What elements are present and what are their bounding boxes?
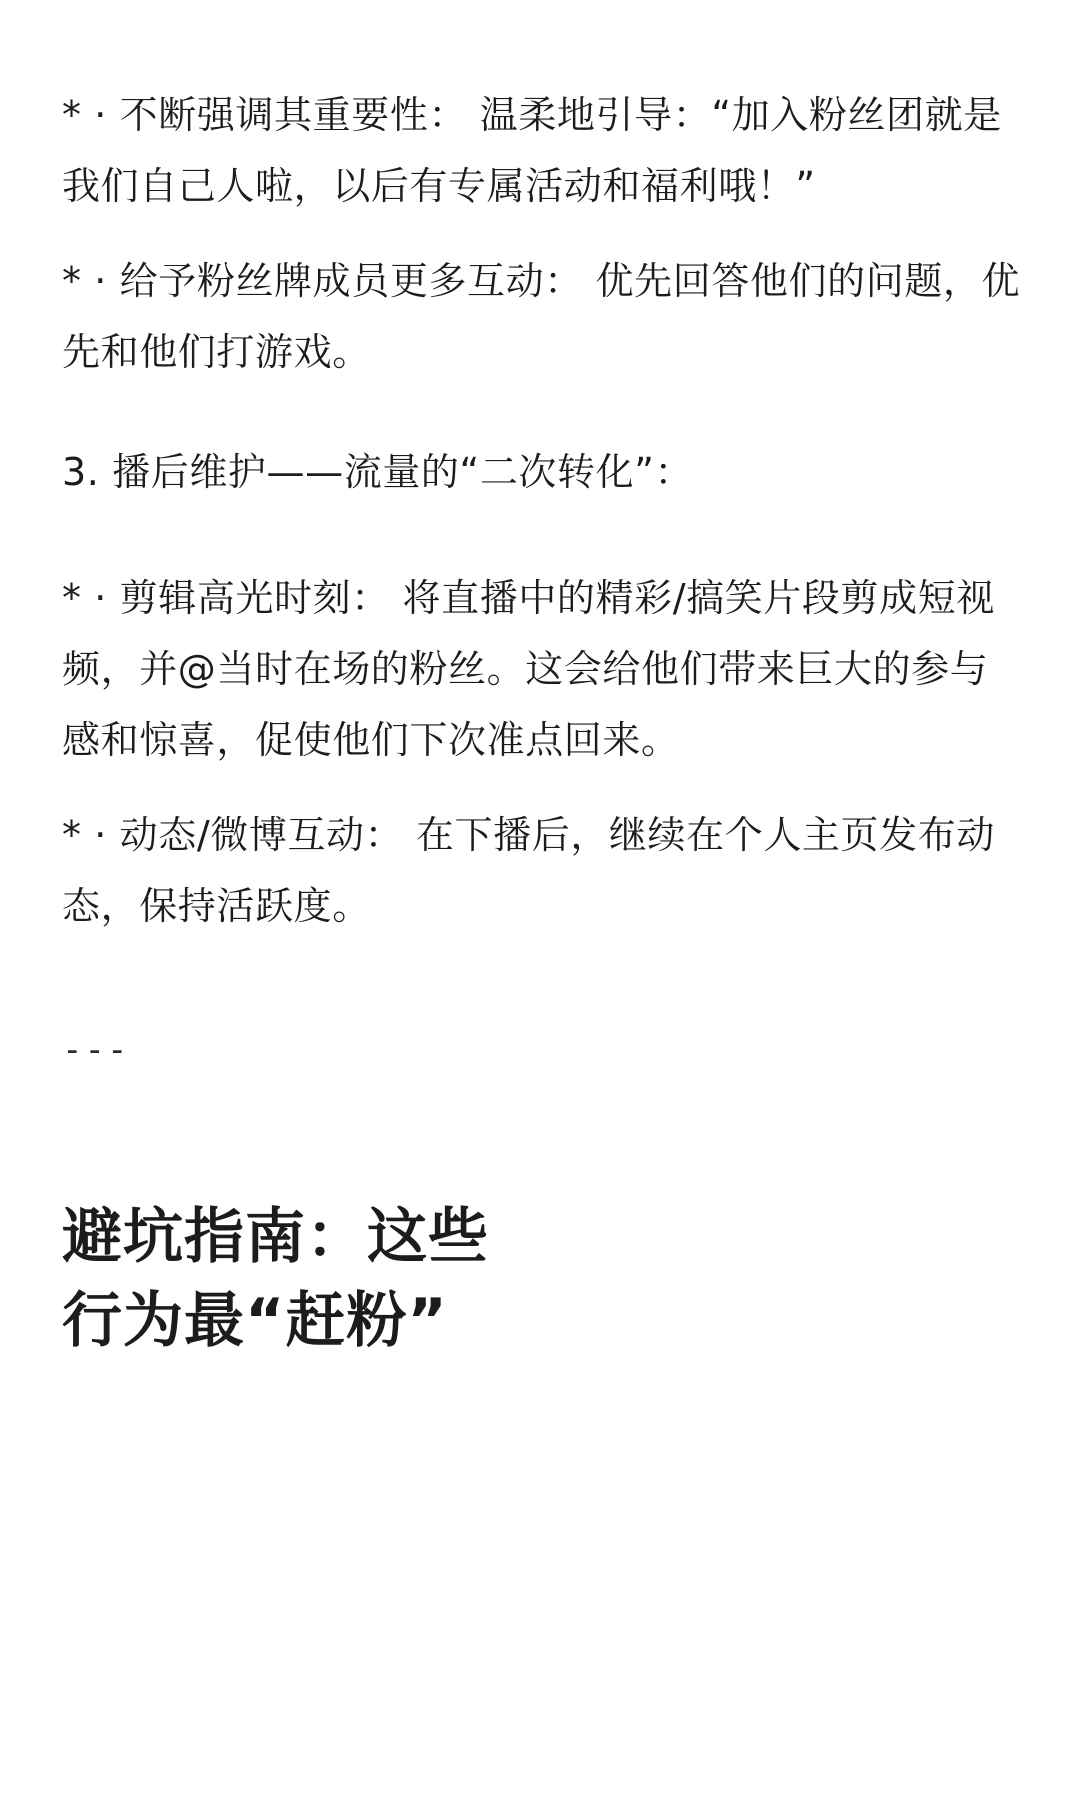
bullet-fan-badge-interaction: * · 给予粉丝牌成员更多互动： 优先回答他们的问题，优先和他们打游戏。 — [62, 259, 1021, 374]
title-line-2: 行为最“赶粉” — [62, 1286, 448, 1356]
bullet-emphasize-importance: * · 不断强调其重要性： 温柔地引导：“加入粉丝团就是我们自己人啦，以后有专属活动和福利哦！” — [62, 93, 1002, 208]
bullet-weibo-interaction: * · 动态/微博互动： 在下播后，继续在个人主页发布动态，保持活跃度。 — [62, 813, 995, 928]
page-title — [62, 1195, 762, 1363]
bullet-highlight-clips: * · 剪辑高光时刻： 将直播中的精彩/搞笑片段剪成短视频，并@当时在场的粉丝。这会给他们带来巨大的参与感和惊喜，促使他们下次准点回来。 — [62, 576, 995, 762]
section-heading-post-stream: 3. 播后维护——流量的“二次转化”： — [62, 450, 694, 494]
title-line-1: 避坑指南：这些 — [62, 1202, 489, 1272]
section-divider: --- — [62, 1030, 130, 1070]
